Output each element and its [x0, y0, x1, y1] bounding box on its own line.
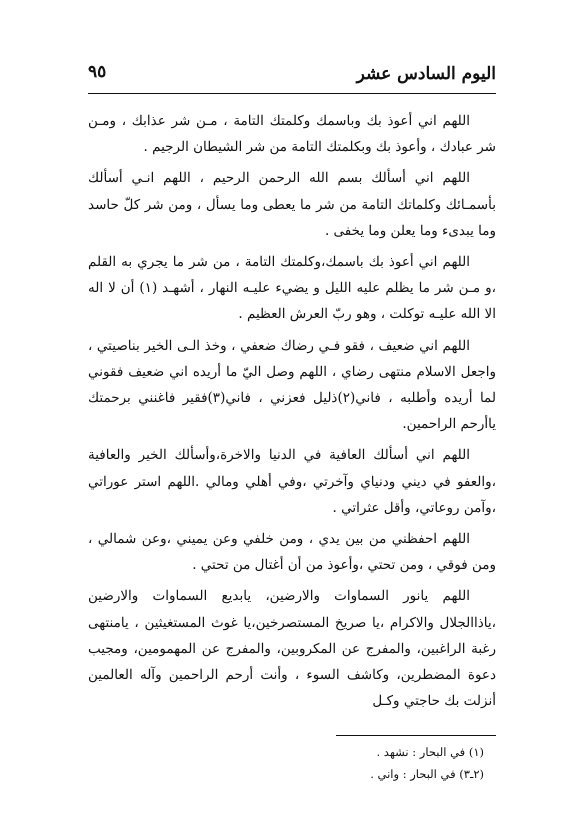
running-title: اليوم السادس عشر — [356, 64, 496, 84]
body-text — [88, 108, 496, 719]
footnotes — [88, 741, 496, 785]
paragraph: اللهم اني أعوذ بك باسمك،وكلمتك التامة ، من شر ما يجري به القلم ،و مـن شر ما يظلم عليه الليل و يضيء عليـه النهار ، أشهـد (١) أن لا اله الا الله عليـه توكلت ، وهو ربّ العرش العظيم . — [88, 254, 496, 323]
footnote-rule — [336, 735, 496, 736]
footnote: (٢ـ٣) في البحار : واني . — [370, 767, 484, 781]
paragraph: اللهم اني أعوذ بك وباسمك وكلمتك التامة ، مـن شر عذابك ، ومـن شر عبادك ، وأعوذ بك وبكلمتك التامة من شر الشيطان الرجيم . — [88, 113, 496, 156]
footnote: (١) في البحار : نشهد . — [376, 745, 484, 759]
paragraph: اللهم اني أسألك العافية في الدنيا والاخرة،وأسألك الخير والعافية ،والعفو في ديني ودنياي وآخرتي ،وفي أهلي ومالي .اللهم استر عوراتي ،وآمن روعاتي، وأقل عثراتي . — [88, 447, 496, 516]
paragraph: اللهم يانور السماوات والارضين، يابديع السماوات والارضين ،ياذاالجلال والاكرام ،يا صريخ المستصرخين،يا غوث المستغيثين ، يامنتهى رغبة الراغبين، والمفرج عن المكروبين، والمفرج عن المهمومين، ومجيب دعوة المضطرين، وكاشف السوء ، وأنت أرحم الراحمين وآله العالمين أنزلت بك حاجتي وكـل — [88, 588, 496, 710]
header-rule — [88, 93, 496, 94]
paragraph: اللهم اني ضعيف ، فقو فـي رضاك ضعفي ، وخذ الـى الخير بناصيتي ، واجعل الاسلام منتهى رضاي ، اللهم وصل اليّ ما أريده اني ضعيف فقوني لما أريده وأطلبه ، فاني(٢)ذليل فعزني ، فاني(٣)فقير فاغنني برحمتك ياأرحم الراحمين. — [88, 337, 496, 433]
paragraph: اللهم احفظني من بين يدي ، ومن خلفي وعن يميني ،وعن شمالي ، ومن فوقي ، ومن تحتي ،وأعوذ من أن أغتال من تحتي . — [88, 531, 496, 574]
paragraph: اللهم اني أسألك بسم الله الرحمن الرحيم ، اللهم انـي أسألك بأسمـائك وكلماتك التامة من شر ما يعطى وما يسأل ، ومن شر كلّ حاسد وما يبدىء وما يعلن وما يخفى . — [88, 170, 496, 239]
page-number: ٩٥ — [88, 62, 107, 82]
page-header — [88, 60, 496, 90]
